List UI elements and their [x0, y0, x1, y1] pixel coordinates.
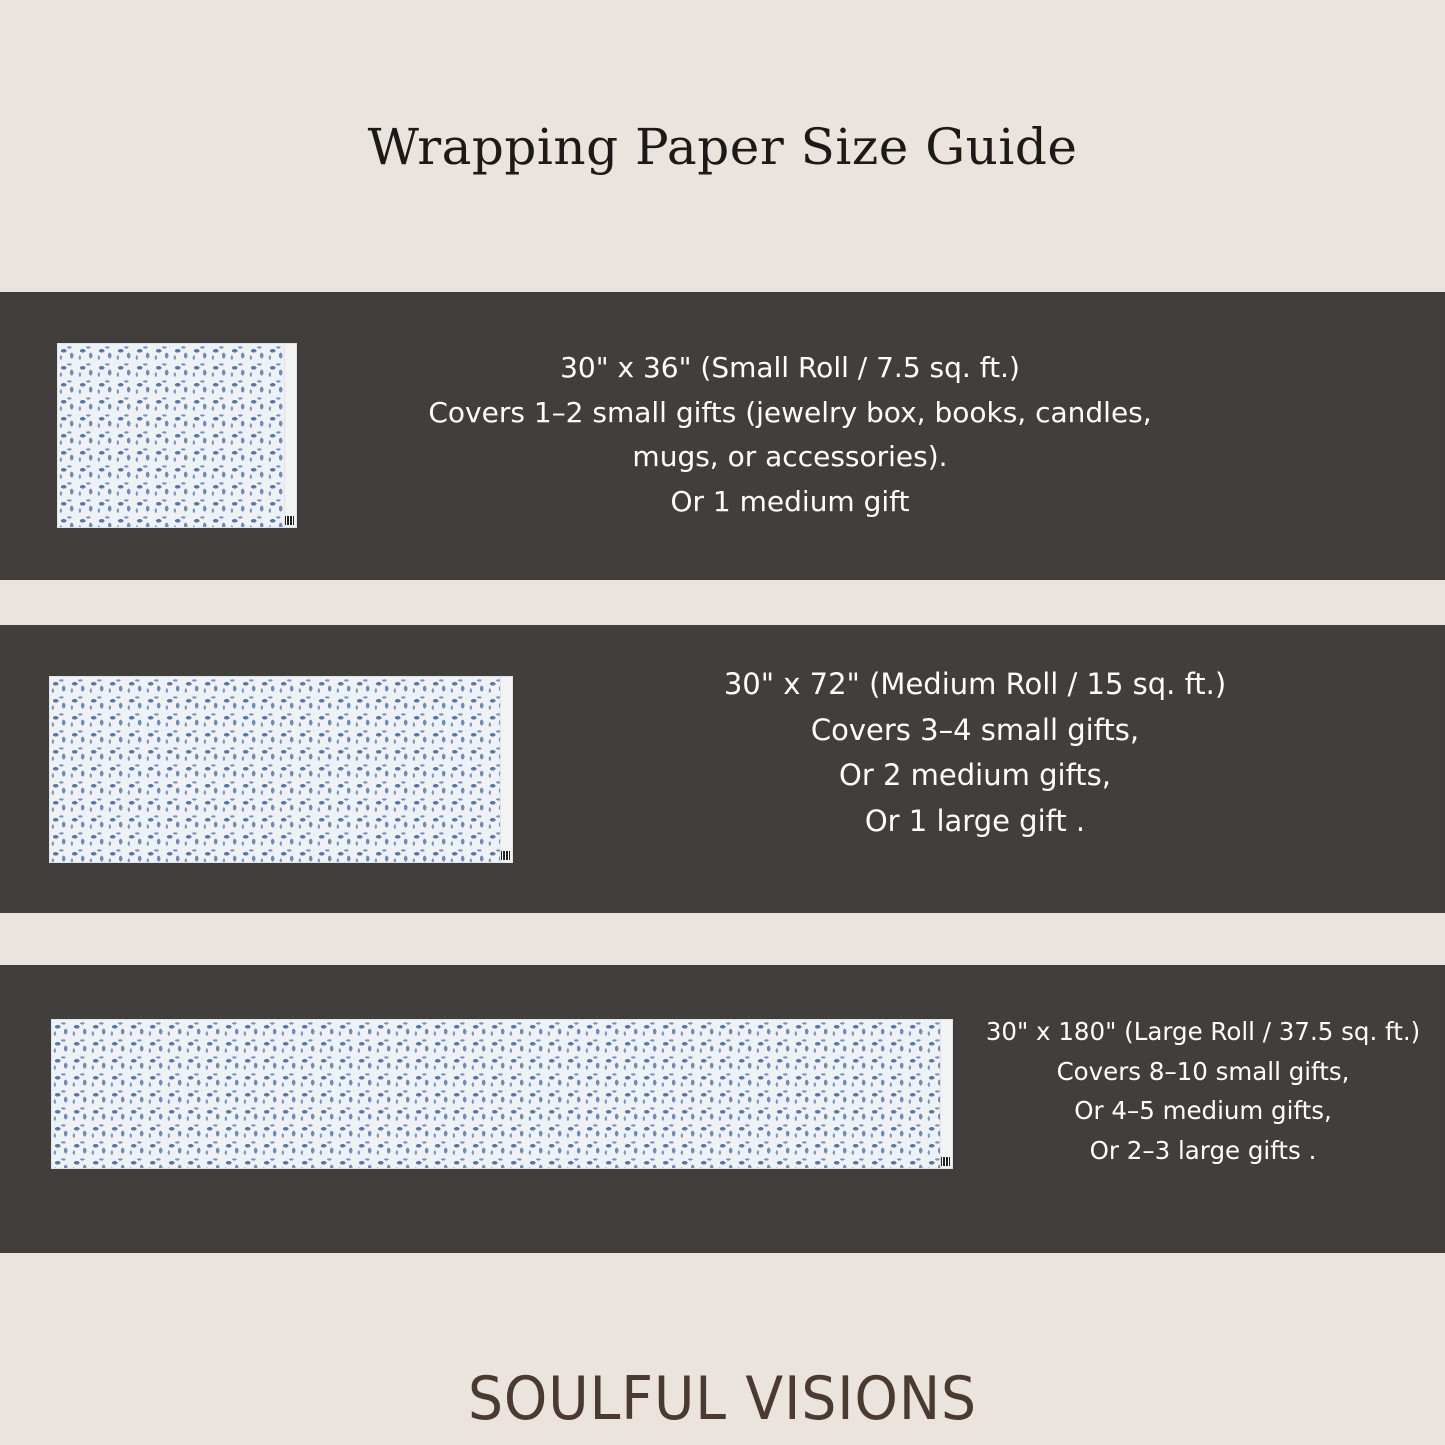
- brand-logo-text: SOULFUL VISIONS: [467, 1364, 978, 1434]
- small-roll-paper-image: [58, 344, 296, 527]
- size-row-large: [0, 965, 1445, 1253]
- size-heading: 30" x 180" (Large Roll / 37.5 sq. ft.): [985, 1017, 1421, 1046]
- large-roll-description: [978, 1012, 1428, 1170]
- size-heading: 30" x 36" (Small Roll / 7.5 sq. ft.): [560, 351, 1020, 384]
- medium-roll-paper-image: [50, 677, 512, 862]
- size-detail: Or 2 medium gifts,: [839, 758, 1111, 792]
- qr-code-icon: [941, 1157, 950, 1166]
- size-row-medium: [0, 625, 1445, 913]
- size-detail: Or 1 medium gift: [670, 484, 910, 518]
- size-detail: Or 4–5 medium gifts,: [1074, 1096, 1332, 1125]
- size-heading: 30" x 72" (Medium Roll / 15 sq. ft.): [723, 667, 1227, 701]
- size-detail: Or 1 large gift .: [864, 803, 1086, 838]
- size-detail: Covers 8–10 small gifts,: [1056, 1056, 1350, 1086]
- small-roll-description: [380, 346, 1200, 524]
- size-detail: Covers 1–2 small gifts (jewelry box, books, candles,: [428, 395, 1152, 429]
- size-detail: mugs, or accessories).: [632, 440, 948, 473]
- page-title: Wrapping Paper Size Guide: [367, 118, 1078, 176]
- qr-code-icon: [285, 516, 294, 525]
- size-detail: Covers 3–4 small gifts,: [810, 712, 1140, 747]
- size-row-small: [0, 292, 1445, 580]
- medium-roll-description: [620, 662, 1330, 844]
- qr-code-icon: [501, 851, 510, 860]
- size-detail: Or 2–3 large gifts .: [1089, 1135, 1317, 1165]
- large-roll-paper-image: [52, 1020, 952, 1168]
